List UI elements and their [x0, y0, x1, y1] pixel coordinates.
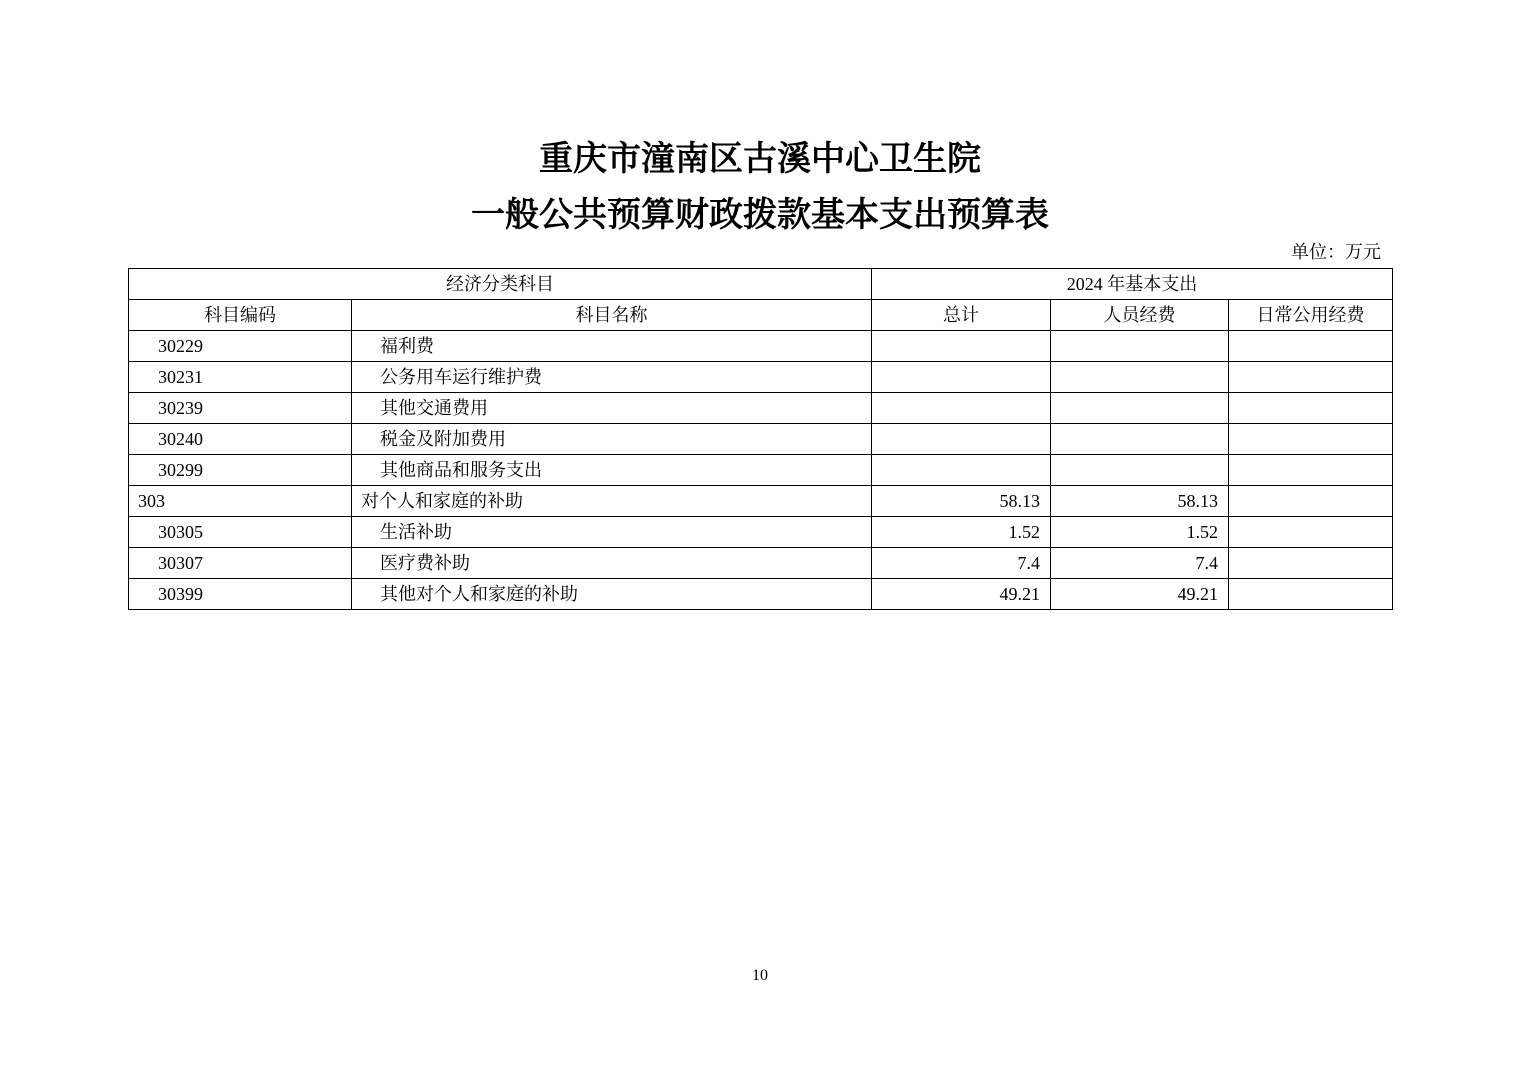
row-public: [1229, 362, 1393, 393]
row-total: [872, 455, 1051, 486]
table-row: [129, 486, 1393, 517]
row-total: 1.52: [872, 517, 1051, 548]
code-column-header: 科目编码: [129, 300, 352, 331]
row-total: [872, 424, 1051, 455]
total-column-header: 总计: [872, 300, 1051, 331]
public-column-header: 日常公用经费: [1229, 300, 1393, 331]
row-code: 303: [129, 486, 352, 517]
row-public: [1229, 486, 1393, 517]
row-personnel: [1051, 424, 1229, 455]
row-name: 公务用车运行维护费: [352, 362, 872, 393]
document-title-line-1: 重庆市潼南区古溪中心卫生院: [539, 139, 981, 179]
column-header-row: [129, 300, 1393, 331]
row-total: [872, 393, 1051, 424]
budget-table: [128, 268, 1393, 610]
row-public: [1229, 331, 1393, 362]
row-personnel: [1051, 331, 1229, 362]
row-total: 49.21: [872, 579, 1051, 610]
row-name: 生活补助: [352, 517, 872, 548]
row-name: 福利费: [352, 331, 872, 362]
row-code: 30307: [129, 548, 352, 579]
row-code: 30399: [129, 579, 352, 610]
row-public: [1229, 393, 1393, 424]
row-code: 30305: [129, 517, 352, 548]
table-row: [129, 393, 1393, 424]
row-total: 7.4: [872, 548, 1051, 579]
row-personnel: 58.13: [1051, 486, 1229, 517]
table-row: [129, 548, 1393, 579]
row-total: 58.13: [872, 486, 1051, 517]
table-row: [129, 424, 1393, 455]
row-code: 30231: [129, 362, 352, 393]
row-personnel: 49.21: [1051, 579, 1229, 610]
row-public: [1229, 517, 1393, 548]
row-public: [1229, 548, 1393, 579]
row-personnel: [1051, 393, 1229, 424]
row-public: [1229, 424, 1393, 455]
row-name: 对个人和家庭的补助: [352, 486, 872, 517]
table-row: [129, 579, 1393, 610]
row-name: 其他交通费用: [352, 393, 872, 424]
page-number: 10: [752, 967, 768, 984]
table-row: [129, 455, 1393, 486]
economic-category-header: 经济分类科目: [129, 269, 872, 300]
row-public: [1229, 579, 1393, 610]
basic-expenditure-header: 2024 年基本支出: [872, 269, 1393, 300]
row-personnel: [1051, 455, 1229, 486]
document-title-line-2: 一般公共预算财政拨款基本支出预算表: [471, 195, 1049, 235]
row-personnel: [1051, 362, 1229, 393]
unit-label: 单位：万元: [1291, 242, 1381, 262]
row-code: 30229: [129, 331, 352, 362]
row-public: [1229, 455, 1393, 486]
row-name: 其他商品和服务支出: [352, 455, 872, 486]
row-personnel: 7.4: [1051, 548, 1229, 579]
group-header-row: [129, 269, 1393, 300]
personnel-column-header: 人员经费: [1051, 300, 1229, 331]
row-personnel: 1.52: [1051, 517, 1229, 548]
row-code: 30239: [129, 393, 352, 424]
table-row: [129, 331, 1393, 362]
name-column-header: 科目名称: [352, 300, 872, 331]
row-code: 30299: [129, 455, 352, 486]
row-total: [872, 331, 1051, 362]
row-code: 30240: [129, 424, 352, 455]
row-name: 其他对个人和家庭的补助: [352, 579, 872, 610]
row-total: [872, 362, 1051, 393]
table-row: [129, 517, 1393, 548]
table-row: [129, 362, 1393, 393]
row-name: 医疗费补助: [352, 548, 872, 579]
row-name: 税金及附加费用: [352, 424, 872, 455]
